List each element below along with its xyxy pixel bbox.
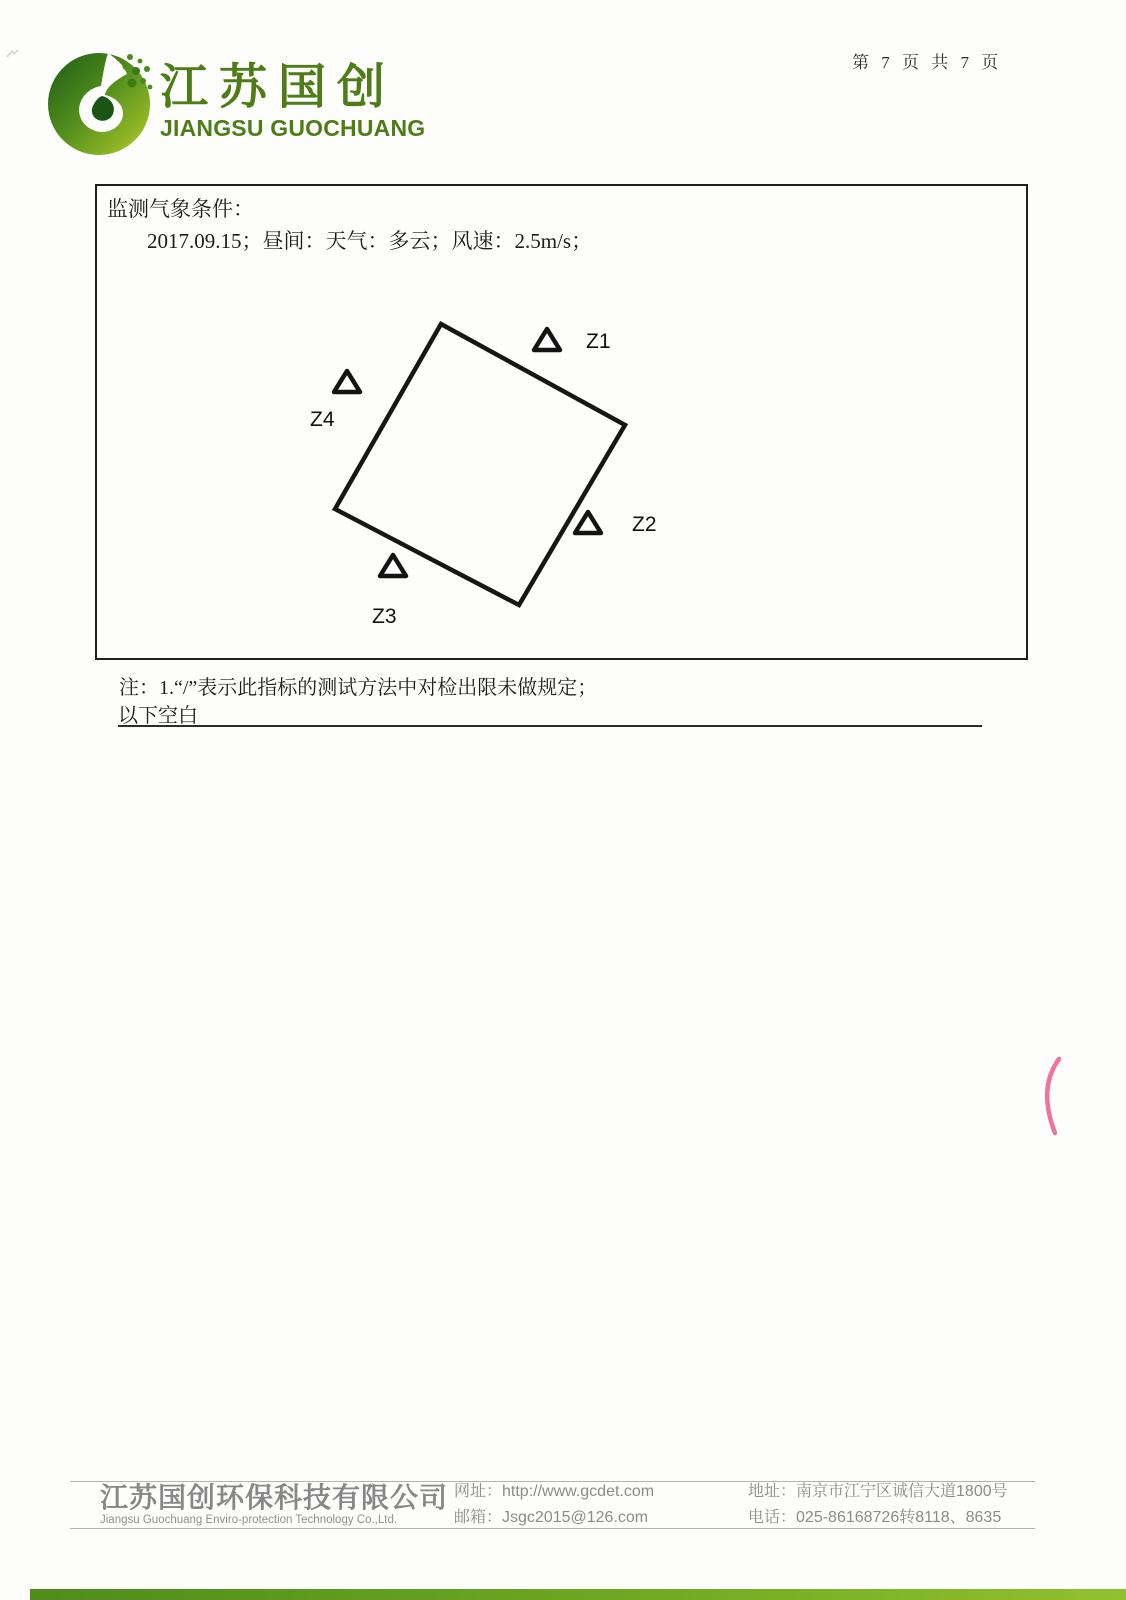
footer-email-row	[454, 1505, 724, 1531]
footer-email-value: Jsgc2015@126.com	[502, 1509, 649, 1526]
footer-phone-label: 电话：	[748, 1509, 797, 1526]
label-z3: Z3	[372, 605, 397, 628]
weather-conditions-value: 2017.09.15；昼间：天气：多云；风速：2.5m/s；	[147, 229, 593, 253]
bottom-green-bar	[30, 1589, 1126, 1600]
monitoring-conditions-box	[95, 184, 1028, 660]
logo-name-zh: 江苏国创	[160, 61, 397, 114]
site-boundary-polygon	[335, 324, 625, 605]
footer-website-value: http://www.gcdet.com	[502, 1483, 655, 1501]
letterhead-footer	[70, 1481, 1035, 1529]
page-number: 第 7 页 共 7 页	[852, 53, 1003, 72]
footer-website-row	[454, 1479, 724, 1505]
logo-name-en: JIANGSU GUOCHUANG	[160, 115, 426, 141]
blank-below-text: 以下空白	[118, 705, 198, 727]
note-line: 注：1.“/”表示此指标的测试方法中对检出限未做规定；	[119, 677, 598, 699]
monitoring-point-z2-icon	[575, 512, 601, 533]
company-logo	[46, 46, 425, 158]
footer-address-value: 南京市江宁区诚信大道1800号	[796, 1483, 1008, 1501]
blank-below-line	[118, 699, 982, 727]
monitoring-point-z4-icon	[334, 371, 360, 392]
footer-address-column	[748, 1479, 1008, 1530]
label-z2: Z2	[632, 513, 657, 536]
footer-address-label: 地址：	[748, 1483, 797, 1501]
monitoring-point-z3-icon	[380, 555, 406, 576]
footer-phone-value: 025-86168726转8118、8635	[796, 1509, 1002, 1526]
logo-text	[160, 61, 426, 158]
scan-artifact-mark	[5, 48, 21, 60]
weather-conditions-title: 监测气象条件：	[107, 197, 254, 221]
label-z1: Z1	[586, 330, 611, 353]
footer-phone-row	[748, 1505, 1008, 1531]
footer-website-label: 网址：	[454, 1483, 503, 1501]
footer-company	[70, 1482, 449, 1526]
footer-company-en: Jiangsu Guochuang Enviro-protection Technology Co.,Ltd.	[100, 1514, 398, 1526]
site-map-diagram	[97, 186, 1026, 658]
footer-company-zh: 江苏国创环保科技有限公司	[100, 1482, 449, 1513]
footer-web-column	[454, 1479, 724, 1530]
label-z4: Z4	[310, 408, 335, 431]
scan-mark-pink	[1040, 1056, 1066, 1136]
logo-swirl-icon	[46, 46, 156, 158]
footer-email-label: 邮箱：	[454, 1509, 503, 1526]
monitoring-point-z1-icon	[534, 329, 560, 350]
footer-address-row	[748, 1479, 1008, 1505]
